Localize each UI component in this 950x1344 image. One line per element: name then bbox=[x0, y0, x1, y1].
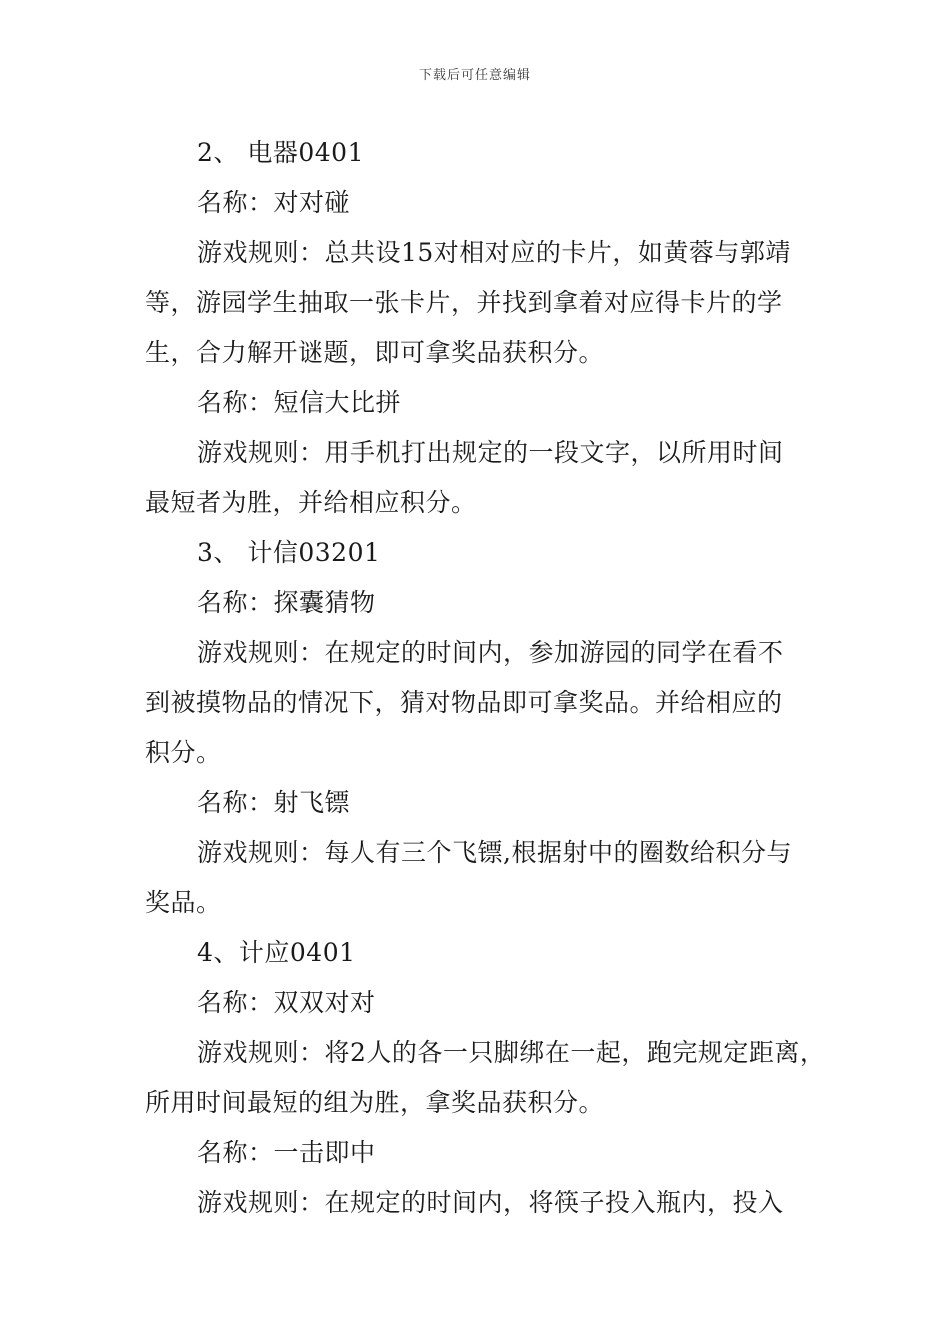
game-name-duanxin: 名称：短信大比拼 bbox=[197, 388, 402, 417]
page-header: 下载后可任意编辑 bbox=[418, 68, 531, 83]
game-name-yiji: 名称：一击即中 bbox=[197, 1138, 376, 1167]
game-name-tannang: 名称：探囊猜物 bbox=[197, 588, 376, 617]
game-rule-line: 到被摸物品的情况下，猜对物品即可拿奖品。并给相应的 bbox=[145, 688, 783, 717]
game-rule-line: 奖品。 bbox=[145, 888, 222, 917]
game-rule-line: 游戏规则：每人有三个飞镖,根据射中的圈数给积分与 bbox=[197, 838, 792, 867]
document-body bbox=[145, 128, 835, 1228]
game-rule-line: 游戏规则：总共设15对相对应的卡片，如黄蓉与郭靖 bbox=[197, 238, 791, 267]
section-heading-jixin: 3、 计信03201 bbox=[197, 538, 381, 567]
game-name-shuangshuang: 名称：双双对对 bbox=[197, 988, 376, 1017]
game-rule-line: 积分。 bbox=[145, 738, 222, 767]
game-rule-line: 等，游园学生抽取一张卡片，并找到拿着对应得卡片的学 bbox=[145, 288, 783, 317]
game-name-duiduipeng: 名称：对对碰 bbox=[197, 188, 351, 217]
game-rule-line: 最短者为胜，并给相应积分。 bbox=[145, 488, 477, 517]
game-rule-line: 游戏规则：在规定的时间内，参加游园的同学在看不 bbox=[197, 638, 784, 667]
section-heading-jiying: 4、计应0401 bbox=[197, 938, 356, 967]
game-name-feibiao: 名称：射飞镖 bbox=[197, 788, 351, 817]
section-heading-dianqi: 2、 电器0401 bbox=[197, 138, 364, 167]
game-rule-line: 游戏规则：用手机打出规定的一段文字，以所用时间 bbox=[197, 438, 784, 467]
game-rule-line: 生，合力解开谜题，即可拿奖品获积分。 bbox=[145, 338, 605, 367]
game-rule-line: 游戏规则：在规定的时间内，将筷子投入瓶内，投入 bbox=[197, 1188, 784, 1217]
game-rule-line: 游戏规则：将2人的各一只脚绑在一起，跑完规定距离， bbox=[197, 1038, 826, 1067]
game-rule-line: 所用时间最短的组为胜，拿奖品获积分。 bbox=[145, 1088, 605, 1117]
